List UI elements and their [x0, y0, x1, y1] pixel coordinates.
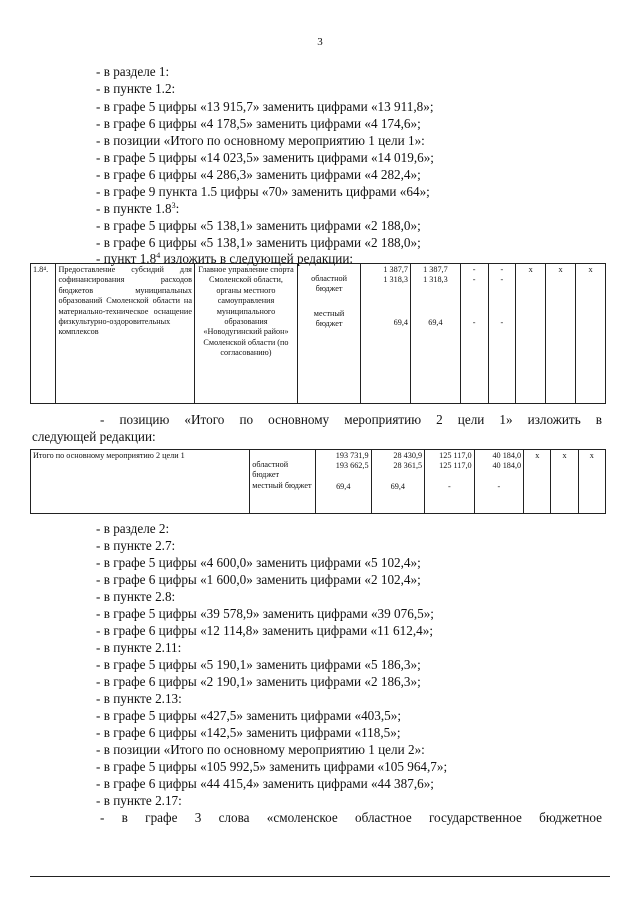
table-cell-col10: x — [551, 450, 578, 514]
text-line: - в графе 6 цифры «4 178,5» заменить цифрами «4 174,6»; — [96, 116, 421, 131]
table-cell-col11: x — [578, 450, 605, 514]
value: - — [472, 317, 476, 327]
footer-divider — [30, 876, 610, 877]
table-itogo-2-1 — [30, 449, 606, 514]
paragraph-line: следующей редакции: — [32, 429, 156, 444]
text-line: - в графе 5 цифры «105 992,5» заменить цифрами «105 964,7»; — [96, 759, 448, 774]
text-line: - в разделе 2: — [96, 521, 170, 536]
text-line: - в пункте 1.2: — [96, 81, 176, 96]
value: - — [500, 317, 504, 327]
table-cell-description: Предоставление субсидий для софинансирования расходов бюджетов муниципальных образований Смоленской области на материально-техническое оснащение физкультурно-оздоровительных комплексов — [56, 264, 194, 404]
value: 193 662,5 — [335, 461, 369, 471]
value: 28 430,9 — [393, 451, 423, 460]
source-label: местный бюджет — [252, 480, 312, 490]
text-line: - в разделе 1: — [96, 64, 170, 79]
text-line: - в графе 6 цифры «12 114,8» заменить цифрами «11 612,4»; — [96, 623, 433, 638]
paragraph-line: - в графе 3 слова «смоленское областное государственное бюджетное — [100, 810, 602, 825]
page-number: 3 — [317, 36, 323, 48]
table-cell-label: Итого по основному мероприятию 2 цели 1 — [31, 450, 250, 514]
text-fragment: изложить в следующей редакции: — [160, 251, 354, 266]
table-cell-year2 — [460, 264, 488, 404]
value: - — [447, 481, 451, 491]
text-line: - в графе 6 цифры «4 286,3» заменить цифрами «4 282,4»; — [96, 167, 421, 182]
text-line: - в графе 9 пункта 1.5 цифры «70» заменить цифрами «64»; — [96, 184, 430, 199]
text-line-point-1-8-3 — [96, 201, 179, 216]
value: 69,4 — [390, 481, 405, 491]
source-label: местный бюджет — [313, 308, 345, 329]
table-cell-total — [361, 264, 411, 404]
text-line: - в графе 5 цифры «13 915,7» заменить цифрами «13 911,8»; — [96, 99, 434, 114]
value: 40 184,0 — [492, 461, 522, 471]
text-line: - в графе 6 цифры «44 415,4» заменить цифрами «44 387,6»; — [96, 776, 434, 791]
table-cell-year3 — [488, 264, 516, 404]
value: - — [500, 265, 504, 274]
value: - — [497, 481, 501, 491]
value: 125 117,0 — [439, 451, 472, 460]
table-row — [31, 450, 606, 514]
table-cell-col10: x — [546, 264, 576, 404]
text-line: - в графе 5 цифры «14 023,5» заменить цифрами «14 019,6»; — [96, 150, 434, 165]
table-cell-sources — [297, 264, 360, 404]
text-line: - в графе 6 цифры «1 600,0» заменить цифрами «2 102,4»; — [96, 572, 421, 587]
text-line: - в графе 5 цифры «5 190,1» заменить цифрами «5 186,3»; — [96, 657, 421, 672]
value: 69,4 — [336, 481, 351, 491]
text-line: - в графе 5 цифры «427,5» заменить цифрами «403,5»; — [96, 708, 401, 723]
table-cell-executor: Главное управление спорта Смоленской области, органы местного самоуправления муниципального образования «Новодугинский район» Смоленской области (по согласованию) — [194, 264, 297, 404]
superscript: 4 — [156, 251, 161, 260]
value: - — [472, 265, 476, 274]
table-row — [31, 264, 606, 404]
value: 69,4 — [393, 317, 408, 327]
table-cell-col11: x — [576, 264, 606, 404]
value: 1 318,3 — [383, 275, 408, 285]
table-cell-year1 — [410, 264, 460, 404]
source-label: областной бюджет — [311, 274, 347, 294]
value: 125 117,0 — [439, 461, 472, 471]
table-cell-col9: x — [524, 450, 551, 514]
text-line: - в позиции «Итого по основному мероприятию 1 цели 1»: — [96, 133, 425, 148]
text-line: - в графе 6 цифры «2 190,1» заменить цифрами «2 186,3»; — [96, 674, 421, 689]
table-cell-sources — [250, 450, 316, 514]
text-fragment: - пункт 1.8 — [96, 251, 157, 266]
text-line: - в пункте 2.11: — [96, 640, 182, 655]
text-line: - в пункте 2.13: — [96, 691, 182, 706]
table-cell-year1 — [371, 450, 425, 514]
text-fragment: - в пункте 1.8 — [96, 201, 172, 216]
value: 1 387,7 — [383, 265, 408, 274]
table-cell-total — [315, 450, 371, 514]
value: 69,4 — [428, 317, 443, 327]
value: 193 731,9 — [335, 451, 369, 460]
value: - — [472, 275, 476, 285]
text-line: - в графе 5 цифры «39 578,9» заменить цифрами «39 076,5»; — [96, 606, 434, 621]
value: 1 387,7 — [423, 265, 448, 274]
value: - — [500, 275, 504, 285]
source-label: областной бюджет — [252, 460, 289, 480]
table-point-1-8-4 — [30, 263, 606, 404]
text-line: - в графе 5 цифры «4 600,0» заменить цифрами «5 102,4»; — [96, 555, 421, 570]
table-cell-col9: x — [516, 264, 546, 404]
text-line: - в графе 6 цифры «142,5» заменить цифрами «118,5»; — [96, 725, 401, 740]
text-line: - в пункте 2.17: — [96, 793, 182, 808]
table-cell-year2 — [425, 450, 475, 514]
text-fragment: : — [175, 201, 180, 216]
text-line: - в пункте 2.8: — [96, 589, 176, 604]
table-cell-number: 1.8⁴. — [31, 264, 56, 404]
table-cell-year3 — [474, 450, 524, 514]
value: 1 318,3 — [423, 275, 448, 285]
value: 28 361,5 — [393, 461, 423, 471]
paragraph-line: - позицию «Итого по основному мероприятию 2 цели 1» изложить в — [100, 412, 602, 427]
text-line: - в позиции «Итого по основному мероприятию 1 цели 2»: — [96, 742, 425, 757]
text-line: - в графе 6 цифры «5 138,1» заменить цифрами «2 188,0»; — [96, 235, 421, 250]
superscript: 3 — [171, 201, 176, 210]
text-line: - в графе 5 цифры «5 138,1» заменить цифрами «2 188,0»; — [96, 218, 421, 233]
value: 40 184,0 — [492, 451, 522, 460]
text-line: - в пункте 2.7: — [96, 538, 176, 553]
